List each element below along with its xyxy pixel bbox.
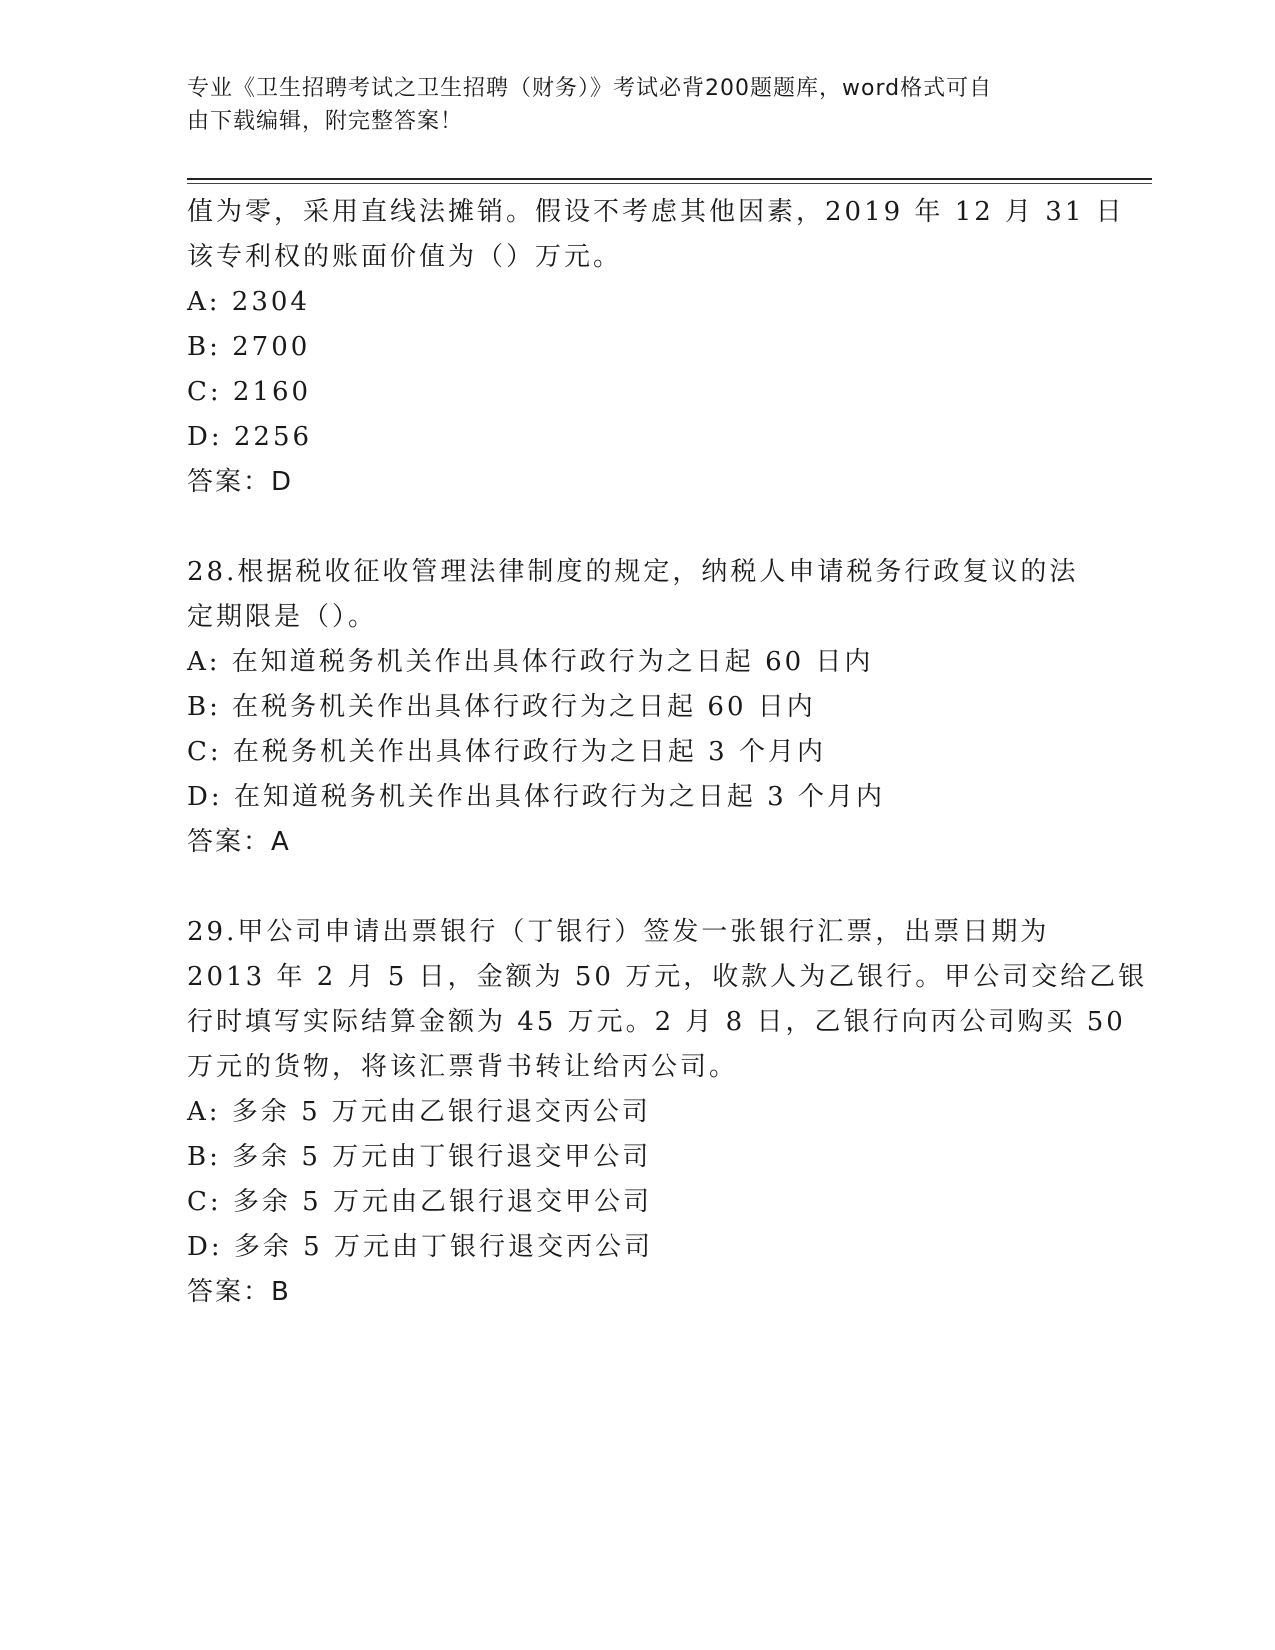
header-divider-thin	[187, 183, 1152, 184]
header-title-line2: 由下载编辑，附完整答案！	[187, 109, 464, 134]
option-b: B: 在税务机关作出具体行政行为之日起 60 日内	[187, 692, 816, 722]
document-body	[187, 190, 1148, 1315]
option-b: B: 多余 5 万元由丁银行退交甲公司	[187, 1142, 652, 1172]
answer: 答案：B	[187, 1277, 291, 1307]
header-title-line1: 专业《卫生招聘考试之卫生招聘（财务）》考试必背200题题库，word格式可自	[187, 76, 993, 101]
option-c: C: 2160	[187, 377, 312, 407]
option-d: D: 2256	[187, 422, 313, 452]
question-stem-line: 29.甲公司申请出票银行（丁银行）签发一张银行汇票，出票日期为	[187, 917, 1050, 947]
question-stem-line: 值为零，采用直线法摊销。假设不考虑其他因素，2019 年 12 月 31 日	[187, 197, 1125, 227]
option-a: A: 2304	[187, 287, 310, 317]
option-d: D: 在知道税务机关作出具体行政行为之日起 3 个月内	[187, 782, 885, 812]
question-stem-line: 定期限是（）。	[187, 602, 378, 632]
option-a: A: 在知道税务机关作出具体行政行为之日起 60 日内	[187, 647, 874, 677]
answer: 答案：D	[187, 467, 294, 497]
header-divider	[187, 178, 1152, 180]
option-c: C: 在税务机关作出具体行政行为之日起 3 个月内	[187, 737, 826, 767]
question-28	[187, 550, 1087, 865]
answer: 答案：A	[187, 827, 291, 857]
question-27	[187, 190, 1125, 505]
option-d: D: 多余 5 万元由丁银行退交丙公司	[187, 1232, 653, 1262]
question-stem-line: 该专利权的账面价值为（）万元。	[187, 242, 623, 272]
question-stem-line: 28.根据税收征收管理法律制度的规定，纳税人申请税务行政复议的法	[187, 557, 1079, 587]
question-stem-line: 行时填写实际结算金额为 45 万元。2 月 8 日，乙银行向丙公司购买 50	[187, 1007, 1126, 1037]
question-stem-line: 万元的货物，将该汇票背书转让给丙公司。	[187, 1052, 739, 1082]
question-stem-line: 2013 年 2 月 5 日，金额为 50 万元，收款人为乙银行。甲公司交给乙银	[187, 962, 1148, 992]
document-header	[187, 72, 1067, 138]
option-c: C: 多余 5 万元由乙银行退交甲公司	[187, 1187, 652, 1217]
option-a: A: 多余 5 万元由乙银行退交丙公司	[187, 1097, 651, 1127]
question-29	[187, 910, 1148, 1315]
option-b: B: 2700	[187, 332, 311, 362]
